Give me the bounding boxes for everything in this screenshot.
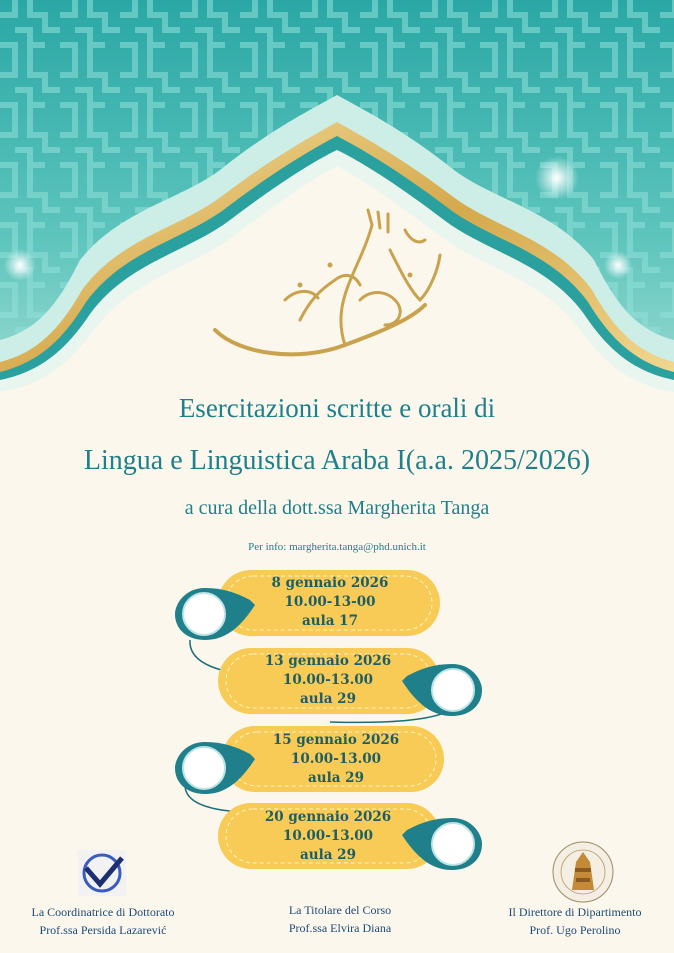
session-1-room: aula 17	[302, 613, 358, 629]
session-1-time: 10.00-13-00	[284, 594, 376, 610]
department-seal-icon	[553, 842, 613, 902]
session-2-date: 13 gennaio 2026	[264, 653, 392, 669]
signature-right	[480, 903, 670, 939]
session-3-time: 10.00-13.00	[290, 751, 382, 767]
signature-left-name: Prof.ssa Persida Lazarević	[39, 923, 167, 937]
session-2-room: aula 29	[300, 691, 356, 707]
session-3-room: aula 29	[308, 770, 364, 786]
session-4-time: 10.00-13.00	[282, 828, 374, 844]
signature-center-role: La Titolare del Corso	[288, 903, 392, 917]
session-4-date: 20 gennaio 2026	[264, 809, 392, 825]
signature-left-role: La Coordinatrice di Dottorato	[31, 905, 175, 919]
title-line-2: Lingua e Linguistica Araba I(a.a. 2025/2026)	[83, 445, 591, 476]
title-line-1: Esercitazioni scritte e orali di	[178, 393, 496, 423]
session-3-date: 15 gennaio 2026	[272, 732, 400, 748]
contact-info: Per info: margherita.tanga@phd.unich.it	[248, 541, 426, 553]
signature-center	[245, 901, 435, 937]
signature-right-role: Il Direttore di Dipartimento	[508, 905, 642, 919]
signature-center-name: Prof.ssa Elvira Diana	[288, 921, 392, 935]
session-4-room: aula 29	[300, 847, 356, 863]
session-2-time: 10.00-13.00	[282, 672, 374, 688]
curator-line: a cura della dott.ssa Margherita Tanga	[184, 497, 490, 519]
session-1-date: 8 gennaio 2026	[271, 575, 389, 591]
doctorate-logo-icon	[78, 850, 126, 896]
signature-left	[8, 903, 198, 939]
signature-right-name: Prof. Ugo Perolino	[529, 923, 621, 937]
